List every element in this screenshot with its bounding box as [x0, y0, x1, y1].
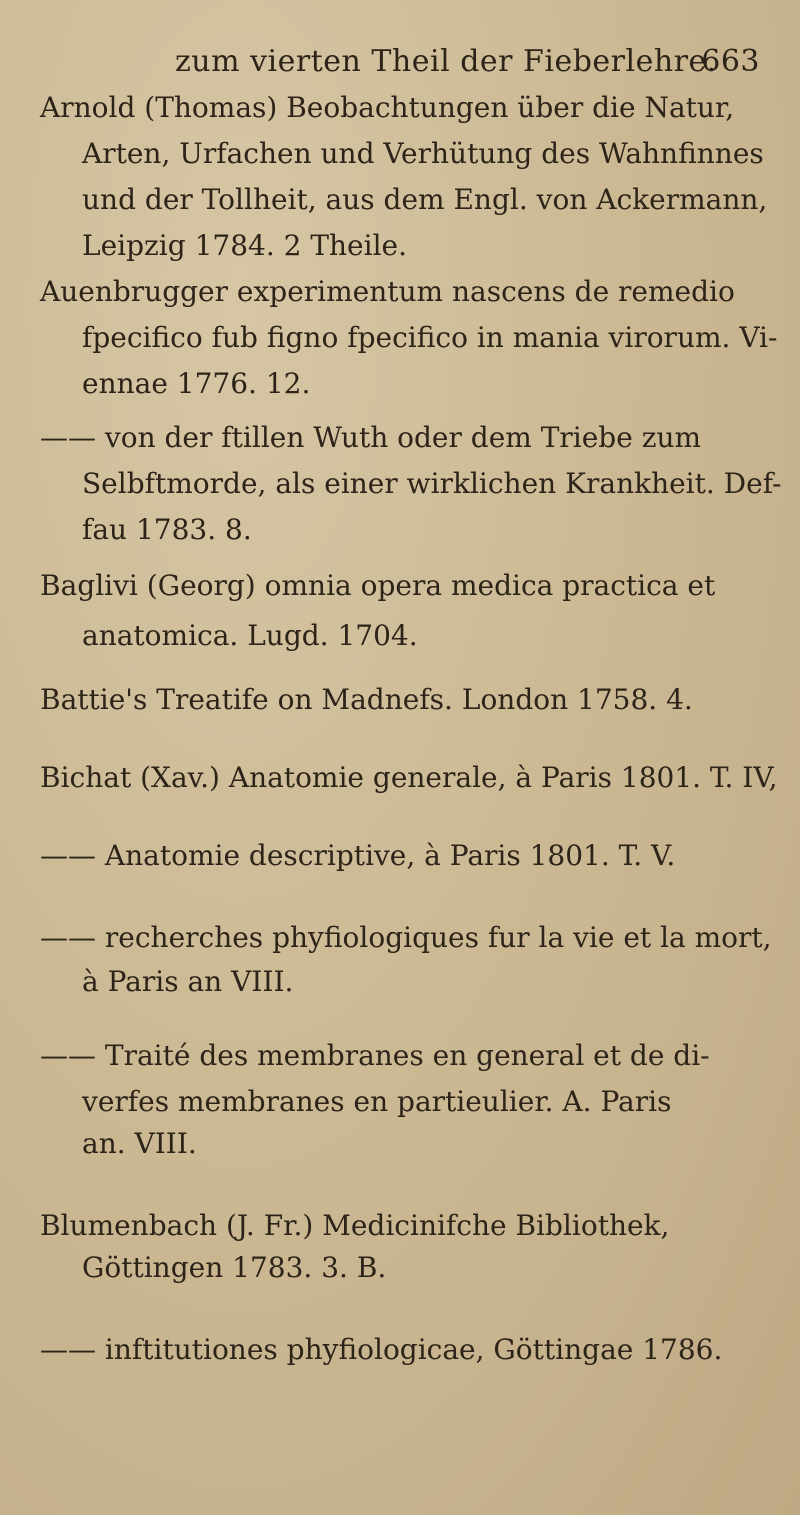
- entry-line: und der Tollheit, aus dem Engl. von Ackermann,: [82, 183, 768, 216]
- entry-line: ennae 1776. 12.: [82, 367, 311, 400]
- entry-line: fpecifico fub figno fpecifico in mania virorum. Vi-: [82, 321, 778, 354]
- entry-line: Baglivi (Georg) omnia opera medica practica et: [40, 569, 716, 602]
- entry-line: à Paris an VIII.: [82, 965, 294, 998]
- bibliography-entry-bichat: [40, 758, 778, 798]
- running-header: [175, 44, 760, 79]
- bibliography-entry-anatomie-descriptive: [40, 836, 770, 876]
- entry-line: Battie's Treatife on Madnefs. London 1758. 4.: [40, 683, 693, 716]
- bibliography-entry-baglivi: [40, 566, 770, 656]
- entry-line: —— Anatomie descriptive, à Paris 1801. T. V.: [40, 839, 676, 872]
- bibliography-entry-recherches: [40, 918, 770, 1002]
- entry-line: an. VIII.: [82, 1127, 197, 1160]
- bibliography-entry-auenbrugger: [40, 272, 778, 404]
- bibliography-entry-blumenbach: [40, 1206, 770, 1288]
- entry-line: verfes membranes en partieulier. A. Paris: [82, 1085, 672, 1118]
- entry-line: Leipzig 1784. 2 Theile.: [82, 229, 408, 262]
- bibliography-entry-institutiones: [40, 1330, 770, 1370]
- entry-line: fau 1783. 8.: [82, 513, 252, 546]
- page-number: 663: [701, 44, 760, 79]
- entry-line: Arnold (Thomas) Beobachtungen über die Natur,: [40, 91, 735, 124]
- bibliography-entry-arnold: [40, 88, 770, 266]
- entry-line: —— Traité des membranes en general et de di-: [40, 1039, 710, 1072]
- entry-line: Auenbrugger experimentum nascens de remedio: [40, 275, 735, 308]
- entry-line: —— recherches phyfiologiques fur la vie et la mort,: [40, 921, 772, 954]
- entry-line: —— von der ftillen Wuth oder dem Triebe zum: [40, 421, 702, 454]
- bibliography-entry-stillen-wuth: [40, 418, 782, 550]
- running-title: zum vierten Theil der Fieberlehre.: [175, 44, 717, 79]
- bibliography-entry-battie: [40, 680, 770, 720]
- bibliography-entry-traite-membranes: [40, 1036, 770, 1164]
- entry-line: —— inftitutiones phyfiologicae, Göttingae 1786.: [40, 1333, 723, 1366]
- entry-line: Blumenbach (J. Fr.) Medicinifche Bibliothek,: [40, 1209, 670, 1242]
- entry-line: anatomica. Lugd. 1704.: [82, 619, 418, 652]
- entry-line: Bichat (Xav.) Anatomie generale, à Paris 1801. T. IV,: [40, 761, 778, 794]
- entry-line: Göttingen 1783. 3. B.: [82, 1251, 387, 1284]
- entry-line: Arten, Urfachen und Verhütung des Wahnfinnes: [82, 137, 764, 170]
- entry-line: Selbftmorde, als einer wirklichen Krankheit. Def-: [82, 467, 782, 500]
